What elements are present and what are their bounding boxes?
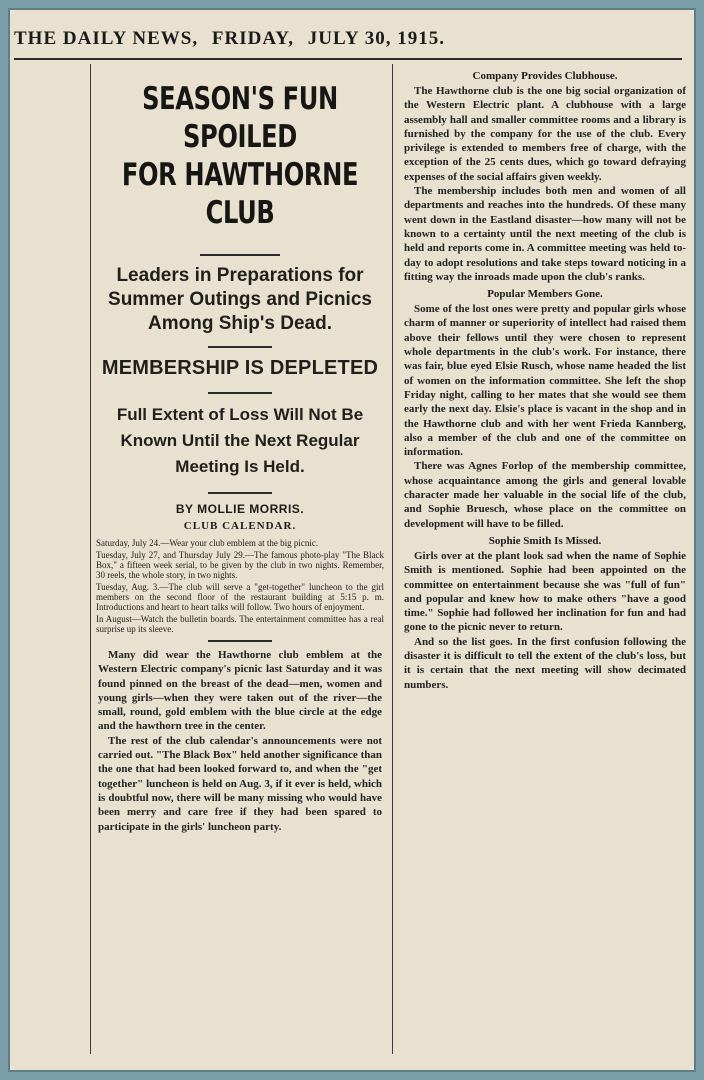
- column-rule-middle: [392, 64, 393, 1054]
- masthead-day: FRIDAY,: [211, 28, 295, 49]
- calendar-list: [94, 538, 386, 634]
- article-body-right-3: [404, 549, 686, 692]
- deck-1: Leaders in Preparations for Summer Outings and Picnics Among Ship's Dead.: [108, 265, 372, 334]
- divider: [208, 346, 272, 348]
- calendar-item: In August—Watch the bulletin boards. The entertainment committee has a real surprise up its sleeve.: [96, 614, 384, 634]
- paragraph: The membership includes both men and women of all departments and reaches into the hundreds. Of these many went down in the Eastland disaster—how many will not be known to a certainty until the next meeting of the club is held and reports come in. A committee meeting was held to-day to adopt resolutions and take steps toward noticing in a fitting way the inroads made upon the club's ranks.: [404, 185, 686, 283]
- paragraph: Girls over at the plant look sad when the name of Sophie Smith is mentioned. Sophie had been appointed on the committee on entertainment because she was "full of fun" and popular and knew how to make others "have a good time." Sophie had followed her inclination for fun and had gone to the picnic never to return.: [404, 549, 686, 634]
- calendar-item: Saturday, July 24.—Wear your club emblem at the big picnic.: [96, 538, 319, 548]
- headline: [95, 80, 385, 232]
- subhead-popular-members: Popular Members Gone.: [487, 288, 603, 301]
- deck-3: Full Extent of Loss Will Not Be Known Until the Next Regular Meeting Is Held.: [116, 405, 364, 476]
- article-body-left: [98, 648, 382, 834]
- paragraph: The rest of the club calendar's announcements were not carried out. "The Black Box" held another significance than the one that had been looked forward to, and when the "get together" luncheon is held on Aug. 3, if it ever is held, which is doubtful now, there will be many missing who would have been merry and care free if they had been spared to participate in the girls' luncheon party.: [98, 734, 382, 833]
- column-rule-left: [90, 64, 91, 1054]
- masthead: [14, 28, 674, 58]
- masthead-rule: [14, 58, 682, 60]
- article-body-right-1: [404, 84, 686, 284]
- paragraph: And so the list goes. In the first confusion following the disaster it is difficult to tell the extent of the club's loss, but it is certain that the next meeting will show decimated numbers.: [404, 635, 686, 691]
- calendar-item: Tuesday, July 27, and Thursday July 29.—The famous photo-play "The Black Box," a fifteen week serial, to be given by the club in two nights. Remember, 30 reels, the whole story, in two nights.: [96, 550, 384, 580]
- divider: [208, 640, 272, 642]
- article-body-right-2: [404, 302, 686, 531]
- headline-line-1: SEASON'S FUN SPOILED: [142, 81, 338, 155]
- headline-line-2: FOR HAWTHORNE CLUB: [121, 157, 359, 231]
- subhead-clubhouse: Company Provides Clubhouse.: [472, 70, 618, 82]
- masthead-date: JULY 30, 1915.: [307, 28, 445, 49]
- column-right: [400, 66, 690, 1056]
- paragraph: Some of the lost ones were pretty and popular girls whose charm of manner or superiority of intellect had raised them above their fellows until they were chosen to represent whole departments in the club's work. For instance, there was fair, blue eyed Elsie Rusch, whose name headed the list of women on the information committee. She left the shop Friday night, calling to her mates that she would see them early the next day. Elsie's place is vacant in the shop and in the Hawthorne club and with her went Frieda Kannberg, also a member of the club and one of the committee on information.: [404, 303, 686, 459]
- paragraph: The Hawthorne club is the one big social organization of the Western Electric plant. A clubhouse with a large assembly hall and smaller committee rooms and a library is furnished by the company for the use of the club. Every privilege is extended to members free of charge, with the exception of the 25 cents dues, which go toward defraying expenses of the social affairs given weekly.: [404, 85, 686, 183]
- masthead-paper: THE DAILY NEWS,: [14, 28, 199, 49]
- subhead-sophie-smith: Sophie Smith Is Missed.: [488, 534, 602, 547]
- divider: [200, 254, 280, 256]
- byline: BY MOLLIE MORRIS.: [175, 502, 305, 516]
- divider: [208, 392, 272, 394]
- column-left: [94, 66, 386, 1056]
- paragraph: There was Agnes Forlop of the membership committee, whose acquaintance among the girls and general lovable character made her valuable in the social life of the club, and Sophie Bruesch, whose place on the committee on development will have to be filled.: [404, 460, 686, 530]
- divider: [208, 492, 272, 494]
- calendar-item: Tuesday, Aug. 3.—The club will serve a "get-together" luncheon to the girl members on the second floor of the restaurant building at 5:15 p. m. Introductions and heart to heart talks will follow. Two hours of enjoyment.: [96, 582, 384, 612]
- calendar-heading: CLUB CALENDAR.: [183, 520, 297, 532]
- paragraph: Many did wear the Hawthorne club emblem at the Western Electric company's picnic last Saturday and it was found pinned on the breast of the dead—men, women and young girls—when they were taken out of the river—the small, round, gold emblem with the blue circle at the edge and the hawthorn tree in the center.: [98, 649, 382, 733]
- deck-2: MEMBERSHIP IS DEPLETED: [101, 357, 379, 379]
